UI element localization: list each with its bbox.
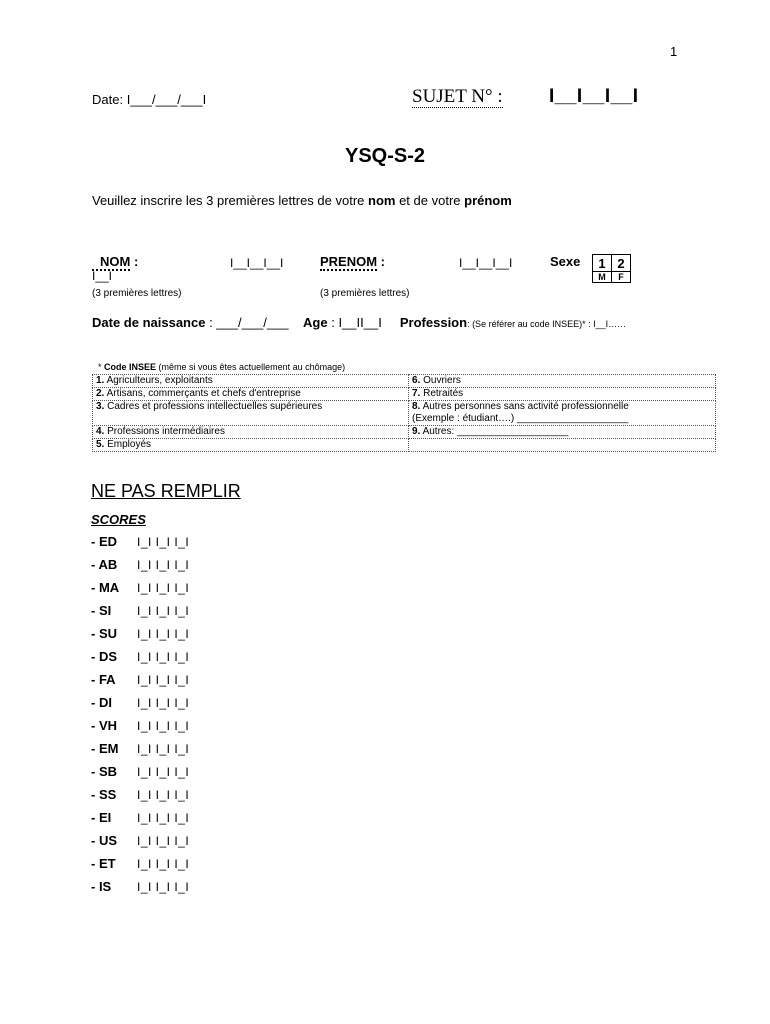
nom-boxes-continuation[interactable]: I__I	[92, 269, 113, 283]
table-row	[93, 375, 716, 388]
nom-boxes[interactable]: I__I__I__I	[230, 256, 284, 270]
score-boxes[interactable]: I_I I_I I_I	[137, 604, 190, 618]
insee-code-empty	[409, 439, 716, 452]
score-code: - MA	[91, 580, 120, 595]
score-boxes[interactable]: I_I I_I I_I	[137, 581, 190, 595]
sexe-letter-f: F	[612, 272, 631, 283]
score-row	[91, 603, 189, 618]
sexe-option-2[interactable]: 2	[612, 255, 631, 272]
score-boxes[interactable]: I_I I_I I_I	[137, 535, 190, 549]
insee-code-3: 3. Cadres et professions intellectuelles supérieures	[93, 401, 409, 426]
score-boxes[interactable]: I_I I_I I_I	[137, 558, 190, 572]
score-boxes[interactable]: I_I I_I I_I	[137, 765, 190, 779]
sexe-selector[interactable]	[592, 254, 631, 283]
score-boxes[interactable]: I_I I_I I_I	[137, 811, 190, 825]
score-code: - SB	[91, 764, 117, 779]
score-boxes[interactable]: I_I I_I I_I	[137, 673, 190, 687]
sexe-label: Sexe	[550, 254, 581, 269]
table-row	[93, 401, 716, 426]
subject-number-label: SUJET N° :	[412, 86, 503, 107]
page-number: 1	[670, 44, 678, 59]
insee-code-4: 4. Professions intermédiaires	[93, 426, 409, 439]
score-row	[91, 856, 189, 871]
insee-code-6: 6. Ouvriers	[409, 375, 716, 388]
nom-label: NOM :	[92, 254, 138, 269]
score-boxes[interactable]: I_I I_I I_I	[137, 696, 190, 710]
insee-code-table	[92, 374, 716, 452]
dob-label: Date de naissance	[92, 315, 206, 330]
score-row	[91, 672, 189, 687]
insee-code-5: 5. Employés	[93, 439, 409, 452]
score-code: - IS	[91, 879, 112, 894]
score-code: - ED	[91, 534, 117, 549]
do-not-fill-heading: NE PAS REMPLIR	[91, 481, 241, 501]
score-boxes[interactable]: I_I I_I I_I	[137, 719, 190, 733]
score-code: - ET	[91, 856, 116, 871]
insee-code-8: 8. Autres personnes sans activité professionnelle (Exemple : étudiant….) ____________________	[409, 401, 716, 426]
birth-line	[92, 315, 626, 330]
score-row	[91, 718, 189, 733]
profession-label: Profession	[399, 315, 468, 330]
score-code: - EM	[91, 741, 119, 756]
score-row	[91, 534, 189, 549]
dob-blank[interactable]: : ___/___/___	[205, 315, 289, 330]
score-code: - DS	[91, 649, 117, 664]
score-row	[91, 695, 189, 710]
insee-code-7: 7. Retraités	[409, 388, 716, 401]
score-boxes[interactable]: I_I I_I I_I	[137, 857, 190, 871]
score-code: - SI	[91, 603, 112, 618]
insee-code-title: * Code INSEE (même si vous êtes actuellement au chômage)	[98, 362, 346, 372]
scores-title: SCORES	[91, 512, 146, 527]
date-field[interactable]	[92, 92, 206, 107]
date-blank[interactable]: I___/___/___I	[126, 92, 207, 107]
subject-number-boxes[interactable]: I__I__I__I	[549, 86, 639, 107]
insee-code-1: 1. Agriculteurs, exploitants	[93, 375, 409, 388]
score-row	[91, 557, 189, 572]
date-label: Date:	[92, 92, 124, 107]
score-code: - US	[91, 833, 117, 848]
score-row	[91, 787, 189, 802]
score-row	[91, 833, 189, 848]
score-code: - SS	[91, 787, 117, 802]
sexe-letter-m: M	[593, 272, 612, 283]
score-boxes[interactable]: I_I I_I I_I	[137, 742, 190, 756]
score-row	[91, 626, 189, 641]
score-boxes[interactable]: I_I I_I I_I	[137, 834, 190, 848]
score-row	[91, 764, 189, 779]
score-row	[91, 580, 189, 595]
score-boxes[interactable]: I_I I_I I_I	[137, 650, 190, 664]
score-code: - VH	[91, 718, 117, 733]
age-blank[interactable]: : I__II__I	[327, 315, 382, 330]
insee-code-2: 2. Artisans, commerçants et chefs d'entreprise	[93, 388, 409, 401]
score-row	[91, 879, 189, 894]
profession-hint[interactable]: : (Se référer au code INSEE)* : I__I……	[467, 319, 627, 329]
score-boxes[interactable]: I_I I_I I_I	[137, 880, 190, 894]
score-code: - FA	[91, 672, 116, 687]
prenom-hint: (3 premières lettres)	[320, 288, 410, 299]
table-row	[93, 426, 716, 439]
score-code: - EI	[91, 810, 112, 825]
sexe-option-1[interactable]: 1	[593, 255, 612, 272]
score-row	[91, 741, 189, 756]
age-label: Age	[303, 315, 328, 330]
nom-hint: (3 premières lettres)	[92, 288, 182, 299]
score-boxes[interactable]: I_I I_I I_I	[137, 788, 190, 802]
table-row	[93, 439, 716, 452]
score-boxes[interactable]: I_I I_I I_I	[137, 627, 190, 641]
score-row	[91, 649, 189, 664]
score-row	[91, 810, 189, 825]
page-title: YSQ-S-2	[344, 145, 426, 167]
table-row	[93, 388, 716, 401]
prenom-label: PRENOM :	[320, 254, 386, 269]
score-code: - AB	[91, 557, 118, 572]
insee-code-9: 9. Autres: ____________________	[409, 426, 716, 439]
prenom-boxes[interactable]: I__I__I__I	[459, 256, 513, 270]
score-code: - SU	[91, 626, 117, 641]
score-code: - DI	[91, 695, 112, 710]
instruction-text: Veuillez inscrire les 3 premières lettres de votre nom et de votre prénom	[92, 193, 512, 208]
